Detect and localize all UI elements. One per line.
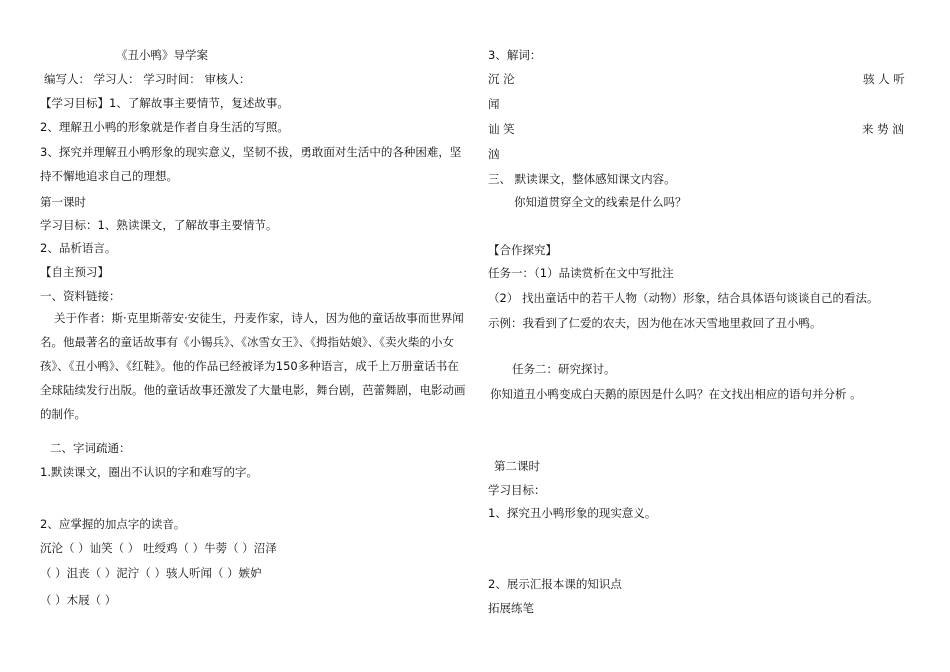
goal-3: 3、探究并理解丑小鸭形象的现实意义，坚韧不拔，勇敢面对生活中的各种困难，坚持不懈地追求自己的理想。 bbox=[40, 145, 462, 183]
section-vocabulary: 二、字词疏通： bbox=[50, 441, 131, 455]
self-preview-heading: 【自主预习】 bbox=[40, 265, 109, 279]
task-one: 任务一：（1）品读赏析在文中写批注 bbox=[488, 266, 674, 280]
lesson-two-heading: 第二课时 bbox=[494, 459, 540, 473]
section-word-explanation: 3、解词： bbox=[488, 48, 542, 62]
lesson-one-goal-2: 2、品析语言。 bbox=[40, 241, 117, 255]
lesson-one-goal-1: 学习目标：1、熟读课文，了解故事主要情节。 bbox=[40, 218, 278, 232]
lesson-two-report: 2、展示汇报本课的知识点 bbox=[488, 577, 622, 591]
task-two: 任务二：研究探讨。 bbox=[512, 362, 616, 376]
author-introduction: 关于作者：斯·克里斯蒂安·安徒生，丹麦作家，诗人，因为他的童话故事而世界闻名。他最著名的童话故事有《小锡兵》、《冰雪女王》、《拇指姑娘》、《卖火柴的小女孩》、《丑小鸭》、《红鞋》。他的作品已经被译为150多种语言，成千上万册童话书在全球陆续发行出版。他的童话故事还激发了大量电影，舞台剧，芭蕾舞剧，电影动画的制作。 bbox=[40, 311, 466, 421]
lesson-two-goals: 学习目标： bbox=[488, 483, 546, 497]
pronunciation-row-2: （ ）沮丧（ ）泥泞（ ）骇人听闻（ ）嫉妒 bbox=[40, 566, 262, 580]
task-one-part-2: （2） 找出童话中的若干人物（动物）形象，结合具体语句谈谈自己的看法。 bbox=[488, 291, 879, 305]
lesson-one-heading: 第一课时 bbox=[40, 195, 86, 209]
pronunciation-row-3: （ ）木屐（ ） bbox=[40, 593, 117, 607]
lesson-two-goal-1: 1、探究丑小鸭形象的现实意义。 bbox=[488, 506, 657, 520]
cooperative-inquiry-heading: 【合作探究】 bbox=[488, 243, 557, 257]
section-silent-reading: 三、 默读课文，整体感知课文内容。 bbox=[488, 172, 676, 186]
word-laishixiongxiong: 来 势 汹 bbox=[862, 122, 904, 136]
word-laishixiongxiong-tail: 汹 bbox=[488, 147, 500, 161]
word-chenlun: 沉 沦 bbox=[488, 72, 515, 86]
swan-question: 你知道丑小鸭变成白天鹅的原因是什么吗？在文找出相应的语句并分析 。 bbox=[490, 387, 862, 401]
clue-question: 你知道贯穿全文的线索是什么吗？ bbox=[514, 195, 687, 209]
extension-writing: 拓展练笔 bbox=[488, 601, 534, 615]
goal-2: 2、理解丑小鸭的形象就是作者自身生活的写照。 bbox=[40, 120, 289, 134]
pronunciation-row-1: 沉沦（ ）讪笑（ ） 吐绶鸡（ ）牛蒡（ ）沼泽 bbox=[40, 541, 277, 555]
document-title: 《丑小鸭》导学案 bbox=[116, 48, 208, 62]
authors-line: 编写人： 学习人： 学习时间： 审核人： bbox=[44, 72, 251, 86]
vocab-item-1: 1.默读课文，圈出不认识的字和难写的字。 bbox=[40, 465, 258, 479]
learning-goals-heading: 【学习目标】1、了解故事主要情节，复述故事。 bbox=[40, 96, 289, 110]
word-shanxiao: 讪 笑 bbox=[488, 122, 515, 136]
task-one-example: 示例：我看到了仁爱的农夫，因为他在冰天雪地里救回了丑小鸭。 bbox=[488, 316, 822, 330]
word-hairentingwen-tail: 闻 bbox=[488, 97, 500, 111]
section-resources: 一、资料链接： bbox=[40, 289, 121, 303]
word-hairentingwen: 骇 人 听 bbox=[863, 72, 905, 86]
vocab-item-2: 2、应掌握的加点字的读音。 bbox=[40, 517, 186, 531]
